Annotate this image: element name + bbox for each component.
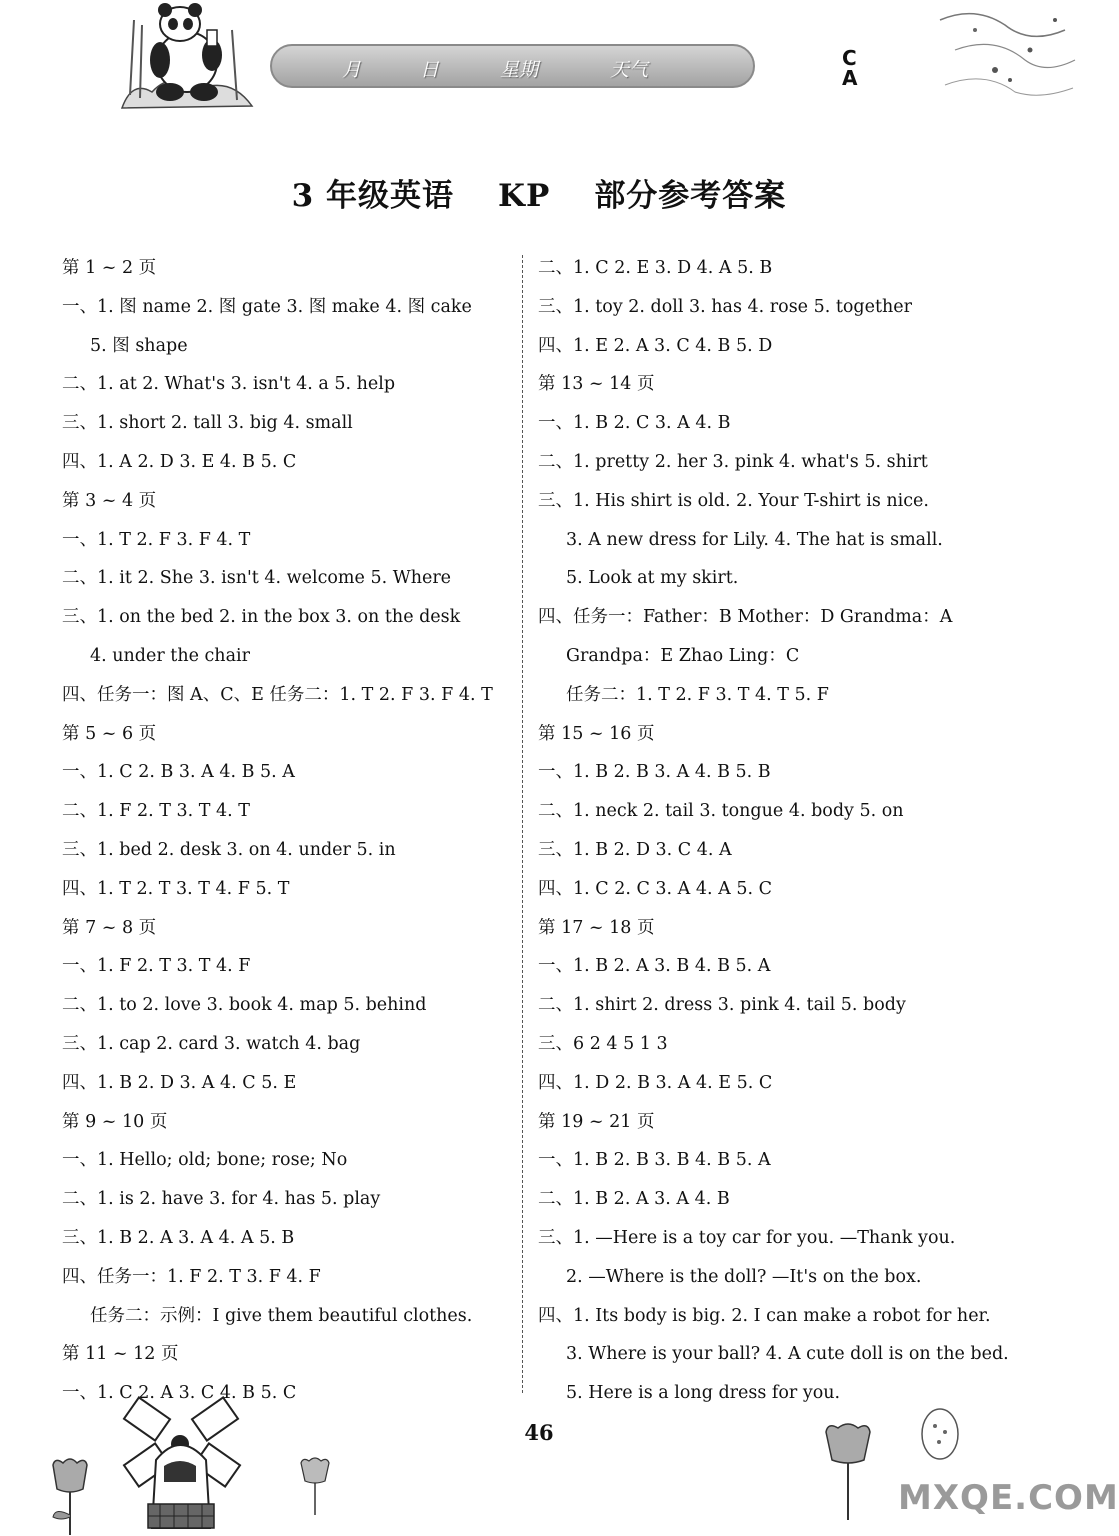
answer-line: 一、1. 图 name 2. 图 gate 3. 图 make 4. 图 cake: [62, 296, 472, 317]
answer-line: 3. A new dress for Lily. 4. The hat is small.: [566, 529, 943, 550]
answer-line: 3. Where is your ball? 4. A cute doll is on the bed.: [566, 1344, 1009, 1365]
title-subtitle: 部分参考答案: [594, 178, 787, 214]
panda-illustration: [112, 0, 262, 112]
answer-line: 5. 图 shape: [90, 335, 188, 356]
answer-line: 一、1. B 2. C 3. A 4. B: [538, 413, 731, 434]
answer-line: 一、1. T 2. F 3. F 4. T: [62, 529, 251, 550]
answer-line: 第 11 ~ 12 页: [62, 1344, 179, 1365]
answer-line: 一、1. B 2. A 3. B 4. B 5. A: [538, 956, 771, 977]
weekday-label: 星期: [500, 59, 539, 81]
answer-line: 5. Look at my skirt.: [566, 568, 739, 589]
answer-line: 任务二：示例：I give them beautiful clothes.: [90, 1305, 473, 1326]
answer-line: 四、1. Its body is big. 2. I can make a robot for her.: [538, 1305, 991, 1326]
answer-line: 四、1. E 2. A 3. C 4. B 5. D: [538, 335, 773, 356]
answer-line: 四、1. C 2. C 3. A 4. A 5. C: [538, 878, 772, 899]
answer-line: 二、1. it 2. She 3. isn't 4. welcome 5. Where: [62, 568, 452, 589]
answer-line: Grandpa：E Zhao Ling：C: [566, 645, 800, 666]
answer-line: 二、1. C 2. E 3. D 4. A 5. B: [538, 258, 773, 278]
answer-line: 一、1. B 2. B 3. A 4. B 5. B: [538, 762, 771, 783]
answer-line: 二、1. to 2. love 3. book 4. map 5. behind: [62, 995, 427, 1016]
answer-line: 三、1. short 2. tall 3. big 4. small: [62, 413, 353, 434]
answer-line: 第 9 ~ 10 页: [62, 1111, 168, 1132]
answer-line: 第 19 ~ 21 页: [538, 1111, 655, 1132]
date-weather-bar: [270, 44, 755, 88]
answer-line: 四、1. T 2. T 3. T 4. F 5. T: [62, 878, 290, 899]
page-number: 46: [524, 1420, 554, 1445]
corner-doodle-illustration: [935, 0, 1078, 105]
answer-line: 第 17 ~ 18 页: [538, 917, 655, 938]
month-label: 月: [342, 59, 362, 81]
answer-line: 一、1. C 2. A 3. C 4. B 5. C: [62, 1383, 297, 1404]
answer-column-left: [62, 249, 512, 1413]
answer-line: 一、1. C 2. B 3. A 4. B 5. A: [62, 762, 295, 783]
answer-line: 二、1. shirt 2. dress 3. pink 4. tail 5. body: [538, 995, 906, 1016]
answer-line: 三、1. on the bed 2. in the box 3. on the desk: [62, 607, 461, 628]
answer-line: 三、1. cap 2. card 3. watch 4. bag: [62, 1033, 361, 1054]
answer-line: 四、1. D 2. B 3. A 4. E 5. C: [538, 1072, 773, 1093]
answer-line: 2. —Where is the doll? —It's on the box.: [566, 1266, 922, 1287]
column-divider: [522, 255, 523, 1393]
answer-line: 第 1 ~ 2 页: [62, 258, 157, 278]
answer-line: 第 7 ~ 8 页: [62, 917, 157, 938]
weather-label: 天气: [610, 59, 649, 81]
answer-line: 一、1. F 2. T 3. T 4. F: [62, 956, 251, 977]
answer-line: 一、1. B 2. B 3. B 4. B 5. A: [538, 1150, 771, 1171]
answer-line: 二、1. pretty 2. her 3. pink 4. what's 5. shirt: [538, 451, 928, 472]
answer-line: 三、1. bed 2. desk 3. on 4. under 5. in: [62, 839, 396, 860]
answer-line: 第 15 ~ 16 页: [538, 723, 655, 744]
answer-line: 第 3 ~ 4 页: [62, 490, 157, 511]
answer-line: 5. Here is a long dress for you.: [566, 1383, 841, 1404]
answer-line: 4. under the chair: [90, 645, 250, 666]
answer-line: 四、1. B 2. D 3. A 4. C 5. E: [62, 1072, 297, 1093]
answer-line: 二、1. neck 2. tail 3. tongue 4. body 5. on: [538, 801, 904, 822]
answer-line: 三、1. His shirt is old. 2. Your T-shirt is nice.: [538, 490, 929, 511]
answer-line: 四、1. A 2. D 3. E 4. B 5. C: [62, 451, 297, 472]
corner-letter-top: C: [842, 46, 857, 70]
answer-line: 四、任务一：图 A、C、E 任务二：1. T 2. F 3. F 4. T: [62, 684, 493, 705]
answer-line: 任务二：1. T 2. F 3. T 4. T 5. F: [566, 684, 829, 705]
answer-column-right: [538, 249, 1008, 1413]
answer-line: 三、1. B 2. D 3. C 4. A: [538, 839, 732, 860]
flower-illustration: [818, 1420, 878, 1520]
day-label: 日: [420, 59, 440, 81]
answer-line: 三、1. B 2. A 3. A 4. A 5. B: [62, 1227, 295, 1248]
answer-line: 第 13 ~ 14 页: [538, 374, 655, 395]
flower-illustration: [45, 1455, 95, 1535]
answer-line: 二、1. F 2. T 3. T 4. T: [62, 801, 250, 822]
answer-line: 四、任务一：Father：B Mother：D Grandma：A: [538, 607, 953, 628]
windmill-illustration: [118, 1400, 243, 1536]
corner-letter-bottom: A: [842, 66, 858, 90]
page-title: [0, 170, 1078, 215]
answer-line: 三、1. —Here is a toy car for you. —Thank you.: [538, 1227, 956, 1248]
title-grade: 3 年级英语: [291, 178, 455, 214]
answer-line: 第 5 ~ 6 页: [62, 723, 157, 744]
flower-illustration: [295, 1455, 335, 1515]
answer-line: 四、任务一：1. F 2. T 3. F 4. F: [62, 1266, 321, 1287]
answer-line: 三、6 2 4 5 1 3: [538, 1033, 668, 1054]
answer-line: 三、1. toy 2. doll 3. has 4. rose 5. together: [538, 296, 913, 317]
answer-line: 二、1. B 2. A 3. A 4. B: [538, 1189, 730, 1210]
answer-line: 二、1. at 2. What's 3. isn't 4. a 5. help: [62, 374, 396, 395]
title-edition: KP: [498, 178, 551, 214]
site-watermark: MXQE.COM: [898, 1478, 1119, 1518]
answer-line: 一、1. Hello; old; bone; rose; No: [62, 1150, 348, 1171]
egg-illustration: [915, 1402, 965, 1462]
answer-line: 二、1. is 2. have 3. for 4. has 5. play: [62, 1189, 381, 1210]
